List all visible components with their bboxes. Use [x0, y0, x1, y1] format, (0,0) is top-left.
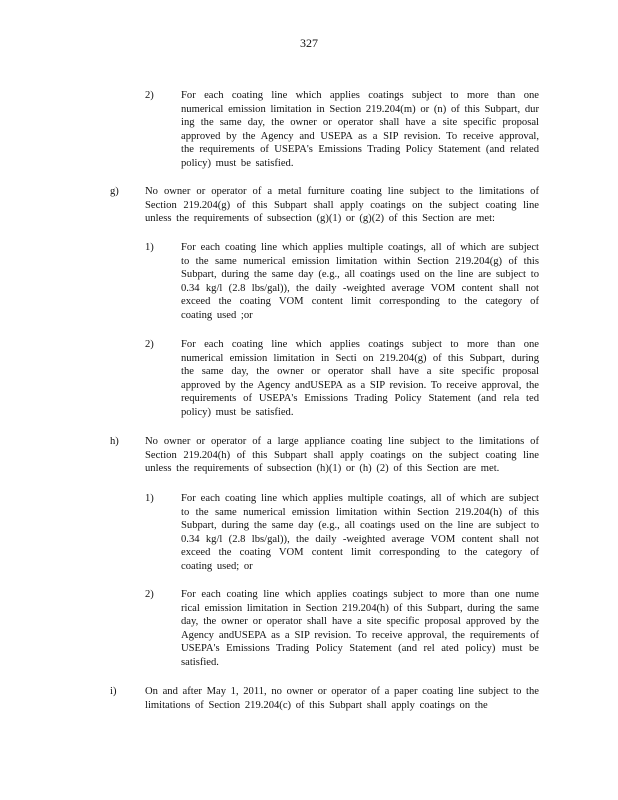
item-h-text: No owner or operator of a large appliance coating line subject to the limitations of Section 219.204(h) of this Subpart shall apply coatings on the subject coating line unless the requirements of subsection (h)(1) or (h) (2) of this Section are met. — [145, 436, 539, 475]
item-h1-marker: 1) — [145, 493, 154, 504]
item-i-marker: i) — [110, 686, 117, 697]
item-g2-marker: 2) — [145, 339, 154, 350]
item-f2-marker: 2) — [145, 90, 154, 101]
item-g-marker: g) — [110, 186, 119, 197]
item-i-text: On and after May 1, 2011, no owner or operator of a paper coating line subject to the limitations of Section 219.204(c) of this Subpart shall apply coatings on the — [145, 686, 539, 711]
item-g1-text: For each coating line which applies multiple coatings, all of which are subject to the same numerical emission limitation within Section 219.204(g) of this Subpart, during the same day (e.g., all coatings used on the line are subject to 0.34 kg/l (2.8 lbs/gal)), the daily -weighted average VOM content shall not exceed the coating VOM content limit corresponding to the category of coating used ;or — [181, 242, 539, 321]
item-h2-marker: 2) — [145, 589, 154, 600]
item-g2-text: For each coating line which applies coatings subject to more than one numerical emission limitation in Secti on 219.204(g) of this Subpart, during the same day, the owner or operator shall have a site specific proposal approved by the Agency andUSEPA as a SIP revision. To receive approval, the requirements of USEPA's Emissions Trading Policy Statement (and rela ted policy) must be satisfied. — [181, 339, 539, 418]
item-g-text: No owner or operator of a metal furniture coating line subject to the limitations of Section 219.204(g) of this Subpart shall apply coatings on the subject coating line unless the requirements of subsection (g)(1) or (g)(2) of this Section are met: — [145, 186, 539, 225]
item-h-marker: h) — [110, 436, 119, 447]
item-f2-text: For each coating line which applies coatings subject to more than one numerical emission limitation in Section 219.204(m) or (n) of this Subpart, dur ing the same day, the owner or operator shall have a site specific proposal approved by the Agency and USEPA as a SIP revision. To receive approval, the requirements of USEPA's Emissions Trading Policy Statement (and related policy) must be satisfied. — [181, 90, 539, 169]
item-h2-text: For each coating line which applies coatings subject to more than one nume rical emission limitation in Section 219.204(h) of this Subpart, during the same day, the owner or operator shall have a site specific proposal approved by the Agency andUSEPA as a SIP revision. To receive approval, the requirements of USEPA's Emissions Trading Policy Statement (and rel ated policy) must be satisfied. — [181, 589, 539, 668]
item-h1-text: For each coating line which applies multiple coatings, all of which are subject to the same numerical emission limitation within Section 219.204(h) of this Subpart, during the same day (e.g., all coatings used on the line are subject to 0.34 kg/l (2.8 lbs/gal)), the daily -weighted average VOM content shall not exceed the coating VOM content limit corresponding to the category of coating used; or — [181, 493, 539, 572]
item-g1-marker: 1) — [145, 242, 154, 253]
page-number: 327 — [300, 36, 318, 50]
